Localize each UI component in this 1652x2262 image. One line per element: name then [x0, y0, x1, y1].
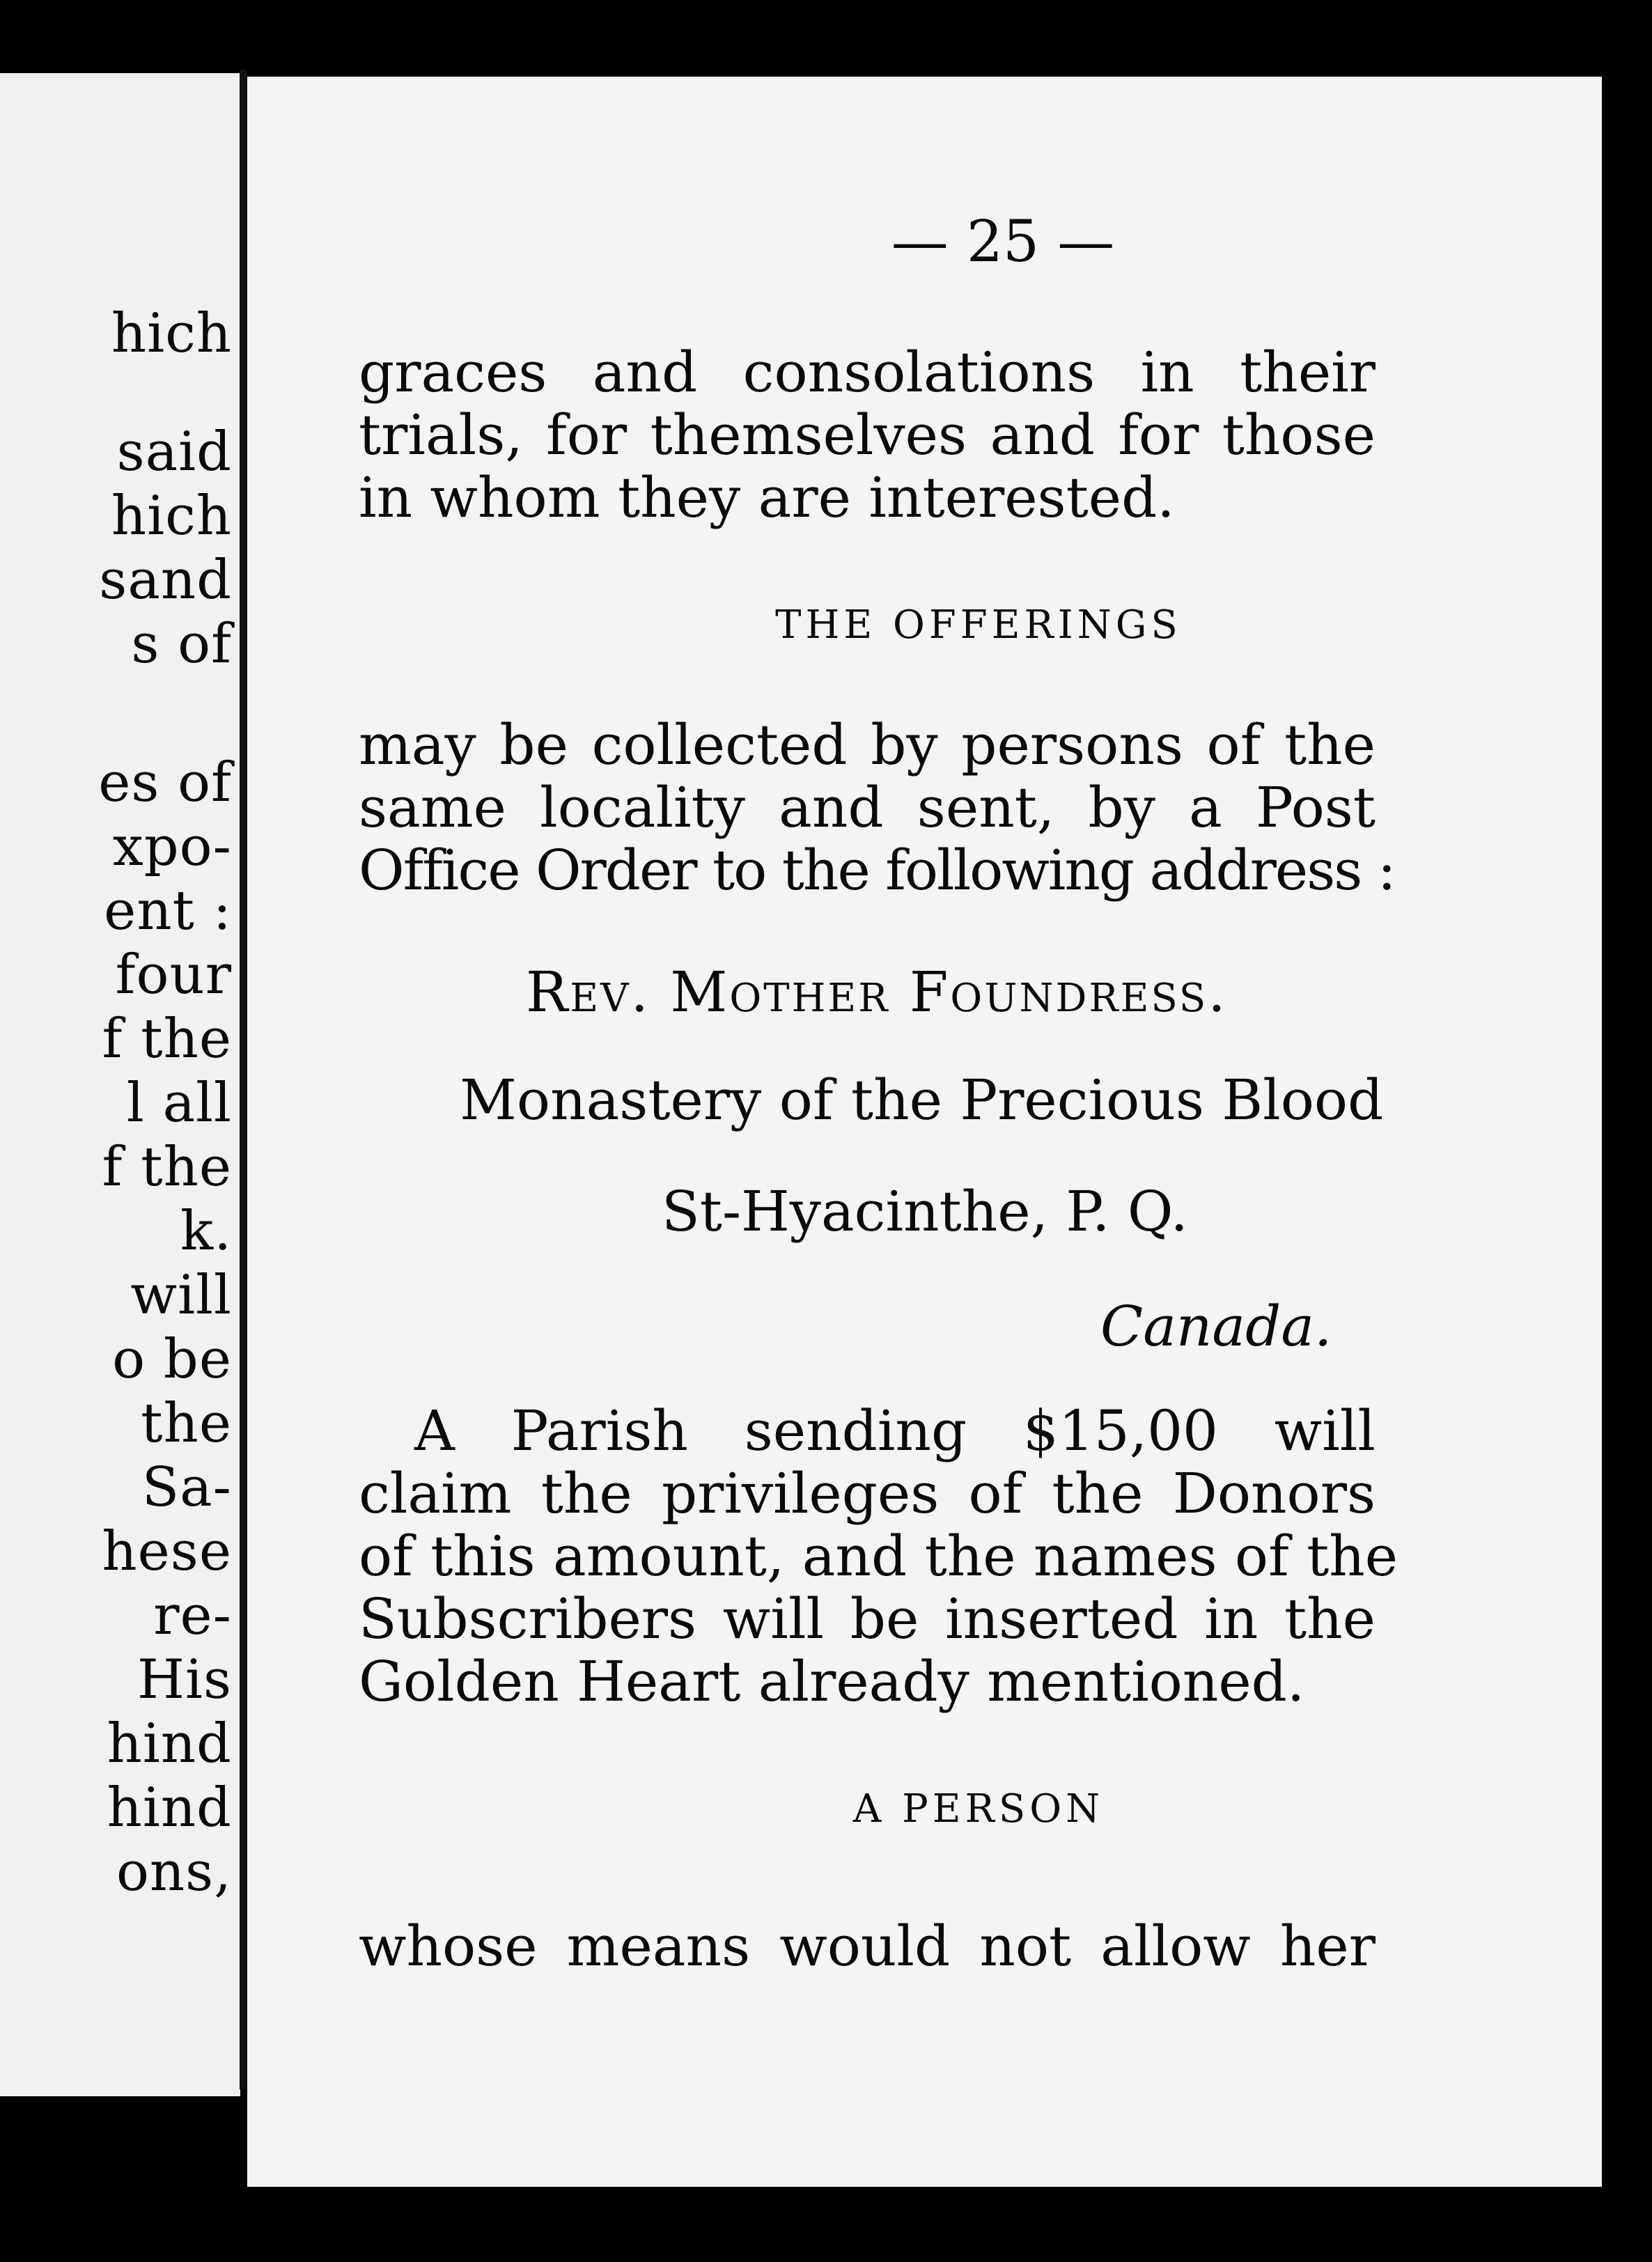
section-heading-person: A PERSON — [852, 1786, 1105, 1832]
address-monastery: Monastery of the Precious Blood — [460, 1068, 1384, 1132]
left-page-line: hese — [102, 1520, 232, 1583]
left-page-line: re- — [153, 1584, 232, 1647]
left-page-line: es of — [98, 751, 232, 814]
book-binding — [240, 70, 247, 2089]
address-city: St-Hyacinthe, P. Q. — [662, 1179, 1188, 1244]
left-page-line: hich — [111, 302, 232, 365]
left-page-line: f the — [102, 1008, 232, 1070]
left-page-line: His — [137, 1648, 232, 1711]
paragraph-line: Subscribers will be inserted in the — [359, 1586, 1376, 1651]
left-page-line: will — [130, 1264, 232, 1327]
left-page-line: sand — [99, 549, 232, 611]
left-page-line: Sa- — [141, 1456, 232, 1519]
paragraph-line: same locality and sent, by a Post — [359, 775, 1376, 840]
paragraph-line: whose means would not allow her — [359, 1914, 1376, 1979]
paragraph-line: trials, for themselves and for those — [359, 403, 1376, 467]
paragraph-line: in whom they are interested. — [359, 465, 1175, 530]
left-page-line: f the — [102, 1136, 232, 1199]
paragraph-line: of this amount, and the names of the — [359, 1524, 1398, 1589]
paragraph-line: Office Order to the following address : — [359, 838, 1395, 903]
paragraph-line: claim the privileges of the Donors — [359, 1461, 1376, 1526]
left-page-line: four — [115, 944, 232, 1006]
paragraph-line: A Parish sending $15,00 will — [414, 1398, 1376, 1463]
left-page-line: hind — [107, 1777, 232, 1839]
left-page-line: ons, — [116, 1841, 232, 1903]
paragraph-line: may be collected by persons of the — [359, 712, 1376, 777]
left-page-line: xpo- — [112, 816, 232, 878]
paragraph-line: Golden Heart already mentioned. — [359, 1649, 1305, 1714]
page-number: — 25 — — [891, 209, 1115, 275]
left-page-line: hind — [107, 1713, 232, 1775]
right-page — [247, 77, 1602, 2187]
address-name: Rev. Mother Foundress. — [526, 960, 1228, 1024]
left-facing-page — [0, 73, 240, 2096]
paragraph-line: graces and consolations in their — [359, 340, 1376, 405]
section-heading-offerings: THE OFFERINGS — [775, 602, 1182, 648]
left-page-line: s of — [131, 613, 232, 676]
address-country: Canada. — [1100, 1294, 1332, 1359]
left-page-line: ent : — [104, 880, 232, 942]
left-page-line: k. — [180, 1200, 232, 1263]
left-page-line: l all — [126, 1072, 232, 1134]
left-page-line: said — [116, 421, 232, 483]
left-page-line: hich — [111, 485, 232, 547]
left-page-line: the — [141, 1392, 232, 1455]
left-page-line: o be — [112, 1328, 232, 1391]
